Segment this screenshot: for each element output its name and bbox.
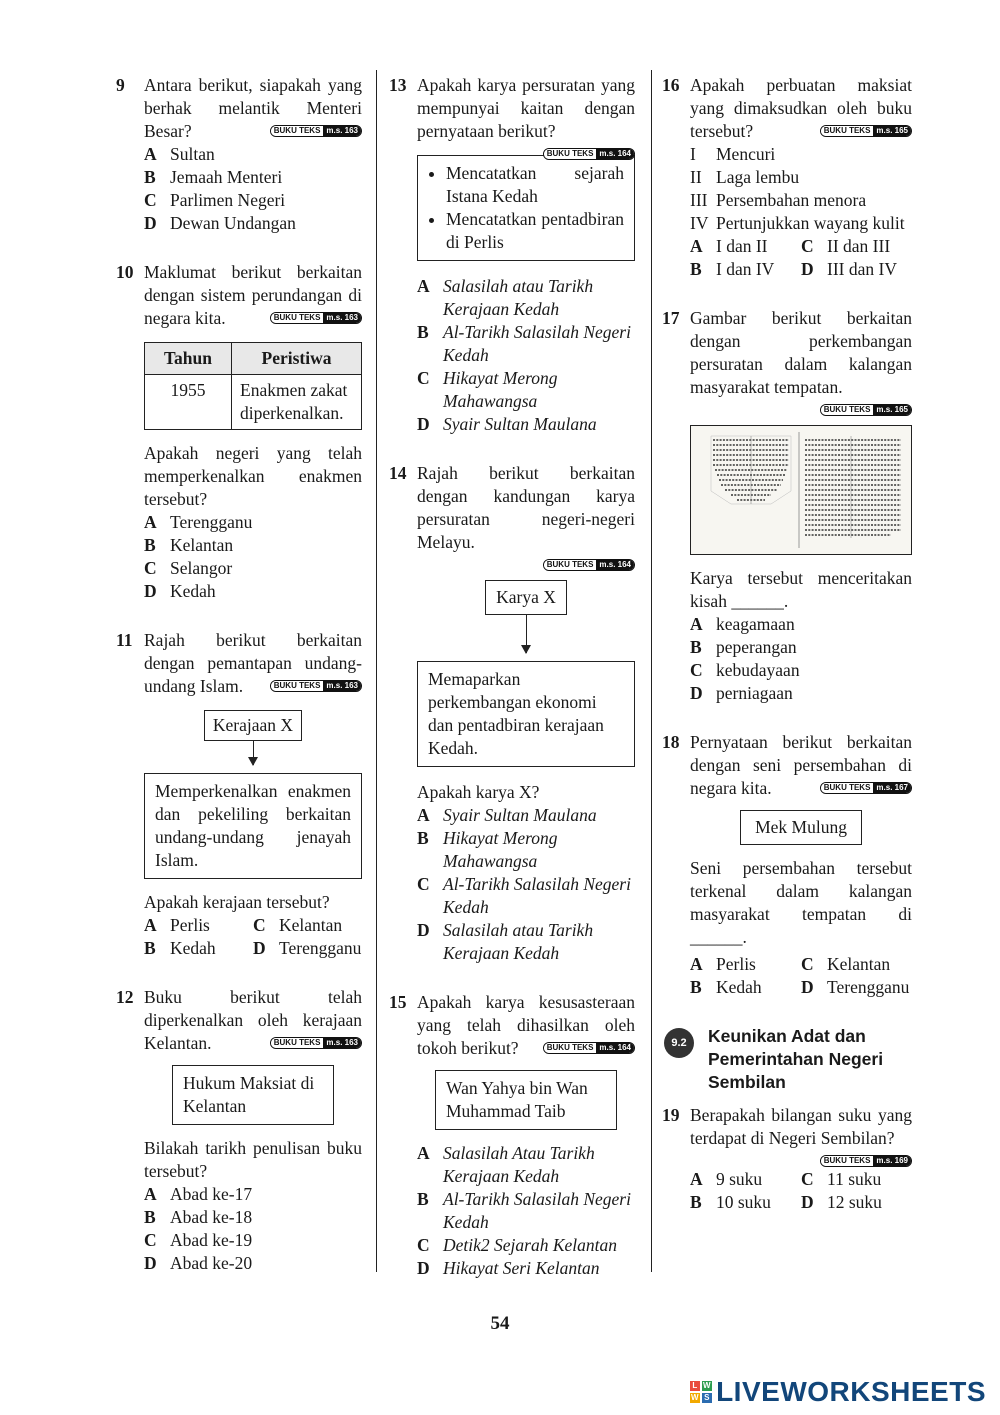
textbook-badge: BUKU TEKS m.s. 165 — [820, 404, 912, 416]
question-prompt: Bilakah tarikh penulisan buku tersebut? — [144, 1138, 362, 1181]
book-title-box: Hukum Maksiat di Kelantan — [172, 1065, 334, 1125]
textbook-badge: BUKU TEKS m.s. 163 — [270, 312, 362, 324]
flow-arrow — [253, 741, 254, 765]
section-number-badge: 9.2 — [664, 1028, 694, 1058]
roman-item: I Mencuri — [690, 144, 776, 164]
column-3 — [662, 74, 912, 1214]
manuscript-image — [690, 425, 912, 555]
question-prompt: Seni persembahan tersebut terkenal dalam kalangan masyarakat tempatan di ______. — [690, 858, 912, 947]
roman-item: III Persembahan menora — [690, 190, 867, 210]
question-13 — [389, 74, 635, 436]
question-stem: Gambar berikut berkaitan dengan perkembangan persuratan dalam kalangan masyarakat tempatan. — [690, 308, 912, 397]
question-stem: Rajah berikut berkaitan dengan pemantapan undang-undang Islam. BUKU TEKS m.s. 163 — [144, 630, 362, 696]
question-number: 9 — [116, 75, 125, 95]
option-b[interactable]: B Kedah — [144, 938, 216, 958]
column-2 — [389, 74, 635, 1280]
option-d[interactable]: D Dewan Undangan — [144, 213, 296, 233]
section-heading — [662, 1025, 912, 1094]
performance-box: Mek Mulung — [740, 810, 862, 845]
option-d[interactable]: D Hikayat Seri Kelantan — [417, 1258, 600, 1278]
question-16 — [662, 74, 912, 281]
option-a[interactable]: A Salasilah atau Tarikh Kerajaan Kedah — [417, 276, 594, 319]
option-b[interactable]: B I dan IV — [690, 259, 775, 279]
option-grid — [690, 953, 912, 999]
question-stem: Rajah berikut berkaitan dengan kandungan karya persuratan negeri-negeri Melayu. — [417, 463, 635, 552]
flow-top-box: Kerajaan X — [204, 710, 302, 741]
question-number: 14 — [389, 463, 407, 483]
option-a[interactable]: A 9 suku — [690, 1169, 763, 1189]
option-grid — [690, 235, 912, 281]
question-number: 18 — [662, 732, 680, 752]
column-divider-1 — [376, 70, 377, 1272]
option-b[interactable]: B 10 suku — [690, 1192, 771, 1212]
option-b[interactable]: B Jemaah Menteri — [144, 167, 283, 187]
flow-diagram — [144, 710, 362, 879]
question-9 — [116, 74, 362, 235]
question-15 — [389, 991, 635, 1280]
statement-bullet: • Mencatatkan pentadbiran di Perlis — [446, 208, 624, 254]
textbook-badge: BUKU TEKS m.s. 163 — [270, 680, 362, 692]
option-a[interactable]: A I dan II — [690, 236, 768, 256]
option-c[interactable]: C Detik2 Sejarah Kelantan — [417, 1235, 618, 1255]
option-a[interactable]: A Sultan — [144, 144, 215, 164]
textbook-badge: BUKU TEKS m.s. 164 — [543, 559, 635, 571]
question-number: 10 — [116, 262, 134, 282]
question-18 — [662, 731, 912, 999]
question-number: 19 — [662, 1105, 680, 1125]
flow-bottom-box: Memperkenalkan enakmen dan pekeliling berkaitan undang-undang jenayah Islam. — [144, 773, 362, 879]
option-d[interactable]: D perniagaan — [690, 683, 793, 703]
option-d[interactable]: D Salasilah atau Tarikh Kerajaan Kedah — [417, 920, 594, 963]
textbook-badge: BUKU TEKS m.s. 163 — [270, 125, 362, 137]
event-table — [144, 342, 362, 430]
option-a[interactable]: A Syair Sultan Maulana — [417, 805, 597, 825]
question-prompt: Karya tersebut menceritakan kisah ______. — [690, 568, 912, 611]
option-b[interactable]: B peperangan — [690, 637, 797, 657]
flow-top-box: Karya X — [485, 580, 567, 615]
manuscript-illustration — [691, 426, 911, 554]
liveworksheets-logo-icon — [690, 1381, 712, 1403]
flow-diagram — [417, 580, 635, 767]
textbook-badge: BUKU TEKS m.s. 169 — [820, 1155, 912, 1167]
question-prompt: Apakah karya X? — [417, 782, 540, 802]
question-number: 17 — [662, 308, 680, 328]
option-b[interactable]: B Hikayat Merong Mahawangsa — [417, 828, 558, 871]
option-b[interactable]: B Kelantan — [144, 535, 234, 555]
question-stem: Apakah perbuatan maksiat yang dimaksudkan oleh buku tersebut? BUKU TEKS m.s. 165 — [690, 75, 912, 141]
question-number: 16 — [662, 75, 680, 95]
option-d[interactable]: D Abad ke-20 — [144, 1253, 253, 1273]
option-c[interactable]: C Hikayat Merong Mahawangsa — [417, 368, 558, 411]
option-b[interactable]: B Al-Tarikh Salasilah Negeri Kedah — [417, 1189, 631, 1232]
table-cell-event: Enakmen zakat diperkenalkan. — [232, 375, 362, 430]
question-stem: Pernyataan berikut berkaitan dengan seni persembahan di negara kita. BUKU TEKS m.s. 167 — [690, 732, 912, 798]
option-c[interactable]: C Selangor — [144, 558, 233, 578]
option-c[interactable]: C Kelantan — [801, 954, 891, 974]
roman-item: IV Pertunjukkan wayang kulit — [690, 213, 905, 233]
option-d[interactable]: D Kedah — [144, 581, 216, 601]
textbook-badge: BUKU TEKS m.s. 165 — [820, 125, 912, 137]
option-grid — [690, 1168, 912, 1214]
question-stem: Berapakah bilangan suku yang terdapat di Negeri Sembilan? — [690, 1105, 912, 1148]
question-number: 12 — [116, 987, 134, 1007]
option-c[interactable]: C Parlimen Negeri — [144, 190, 286, 210]
option-a[interactable]: A Abad ke-17 — [144, 1184, 253, 1204]
figure-name-box: Wan Yahya bin Wan Muhammad Taib — [435, 1070, 617, 1130]
question-stem: Buku berikut telah diperkenalkan oleh kerajaan Kelantan. BUKU TEKS m.s. 163 — [144, 987, 362, 1053]
question-stem: Antara berikut, siapakah yang berhak melantik Menteri Besar? BUKU TEKS m.s. 163 — [144, 75, 362, 141]
question-14 — [389, 462, 635, 965]
option-c[interactable]: C Kelantan — [253, 915, 343, 935]
textbook-badge: BUKU TEKS m.s. 164 — [543, 1042, 635, 1054]
page-number: 54 — [490, 1313, 510, 1334]
question-10 — [116, 261, 362, 603]
logo-tile: W — [691, 1392, 700, 1402]
question-number: 11 — [116, 630, 133, 650]
roman-item: II Laga lembu — [690, 167, 800, 187]
question-stem: Apakah karya persuratan yang mempunyai kaitan dengan pernyataan berikut? BUKU TEKS m.s. 164 — [417, 75, 635, 158]
statement-box — [417, 155, 635, 261]
table-header-year: Tahun — [145, 343, 232, 375]
option-c[interactable]: C kebudayaan — [690, 660, 800, 680]
option-b[interactable]: B Abad ke-18 — [144, 1207, 253, 1227]
brand-text: LIVEWORKSHEETS — [716, 1376, 986, 1407]
question-17 — [662, 307, 912, 705]
option-c[interactable]: C Al-Tarikh Salasilah Negeri Kedah — [417, 874, 631, 917]
question-stem: Maklumat berikut berkaitan dengan sistem perundangan di negara kita. BUKU TEKS m.s. 163 — [144, 262, 362, 328]
option-b[interactable]: B Kedah — [690, 977, 762, 997]
logo-tile: W — [703, 1380, 712, 1390]
liveworksheets-brand[interactable] — [690, 1376, 986, 1407]
logo-tile: L — [690, 1381, 700, 1391]
table-header-event: Peristiwa — [232, 343, 362, 375]
option-d[interactable]: D Syair Sultan Maulana — [417, 414, 597, 434]
column-1 — [116, 74, 362, 1275]
option-d[interactable]: D 12 suku — [801, 1192, 882, 1212]
question-number: 15 — [389, 992, 407, 1012]
option-a[interactable]: A Perlis — [690, 954, 756, 974]
section-title: Keunikan Adat dan Pemerintahan Negeri Sembilan — [708, 1026, 884, 1092]
statement-bullet: • Mencatatkan sejarah Istana Kedah — [446, 162, 624, 208]
option-d[interactable]: D Terengganu — [801, 977, 910, 997]
flow-bottom-box: Memaparkan perkembangan ekonomi dan pentadbiran kerajaan Kedah. — [417, 661, 635, 767]
option-b[interactable]: B Al-Tarikh Salasilah Negeri Kedah — [417, 322, 631, 365]
option-c[interactable]: C II dan III — [801, 236, 891, 256]
textbook-badge: BUKU TEKS m.s. 164 — [543, 148, 635, 160]
question-number: 13 — [389, 75, 407, 95]
question-19 — [662, 1104, 912, 1214]
option-a[interactable]: A Salasilah Atau Tarikh Kerajaan Kedah — [417, 1143, 595, 1186]
question-prompt: Apakah negeri yang telah memperkenalkan enakmen tersebut? — [144, 443, 362, 509]
table-cell-year: 1955 — [145, 375, 232, 430]
flow-arrow — [526, 615, 527, 653]
column-divider-2 — [651, 70, 652, 1272]
option-d[interactable]: D III dan IV — [801, 259, 897, 279]
textbook-badge: BUKU TEKS m.s. 167 — [820, 782, 912, 794]
option-d[interactable]: D Terengganu — [253, 938, 362, 958]
textbook-badge: BUKU TEKS m.s. 163 — [270, 1037, 362, 1049]
option-c[interactable]: C 11 suku — [801, 1169, 882, 1189]
question-stem: Apakah karya kesusasteraan yang telah dihasilkan oleh tokoh berikut? BUKU TEKS m.s. 164 — [417, 992, 635, 1058]
option-a[interactable]: A Terengganu — [144, 512, 253, 532]
option-a[interactable]: A keagamaan — [690, 614, 795, 634]
question-prompt: Apakah kerajaan tersebut? — [144, 892, 330, 912]
option-a[interactable]: A Perlis — [144, 915, 210, 935]
question-12 — [116, 986, 362, 1275]
option-grid — [144, 914, 362, 960]
option-c[interactable]: C Abad ke-19 — [144, 1230, 253, 1250]
question-11 — [116, 629, 362, 960]
logo-tile: S — [702, 1393, 712, 1403]
